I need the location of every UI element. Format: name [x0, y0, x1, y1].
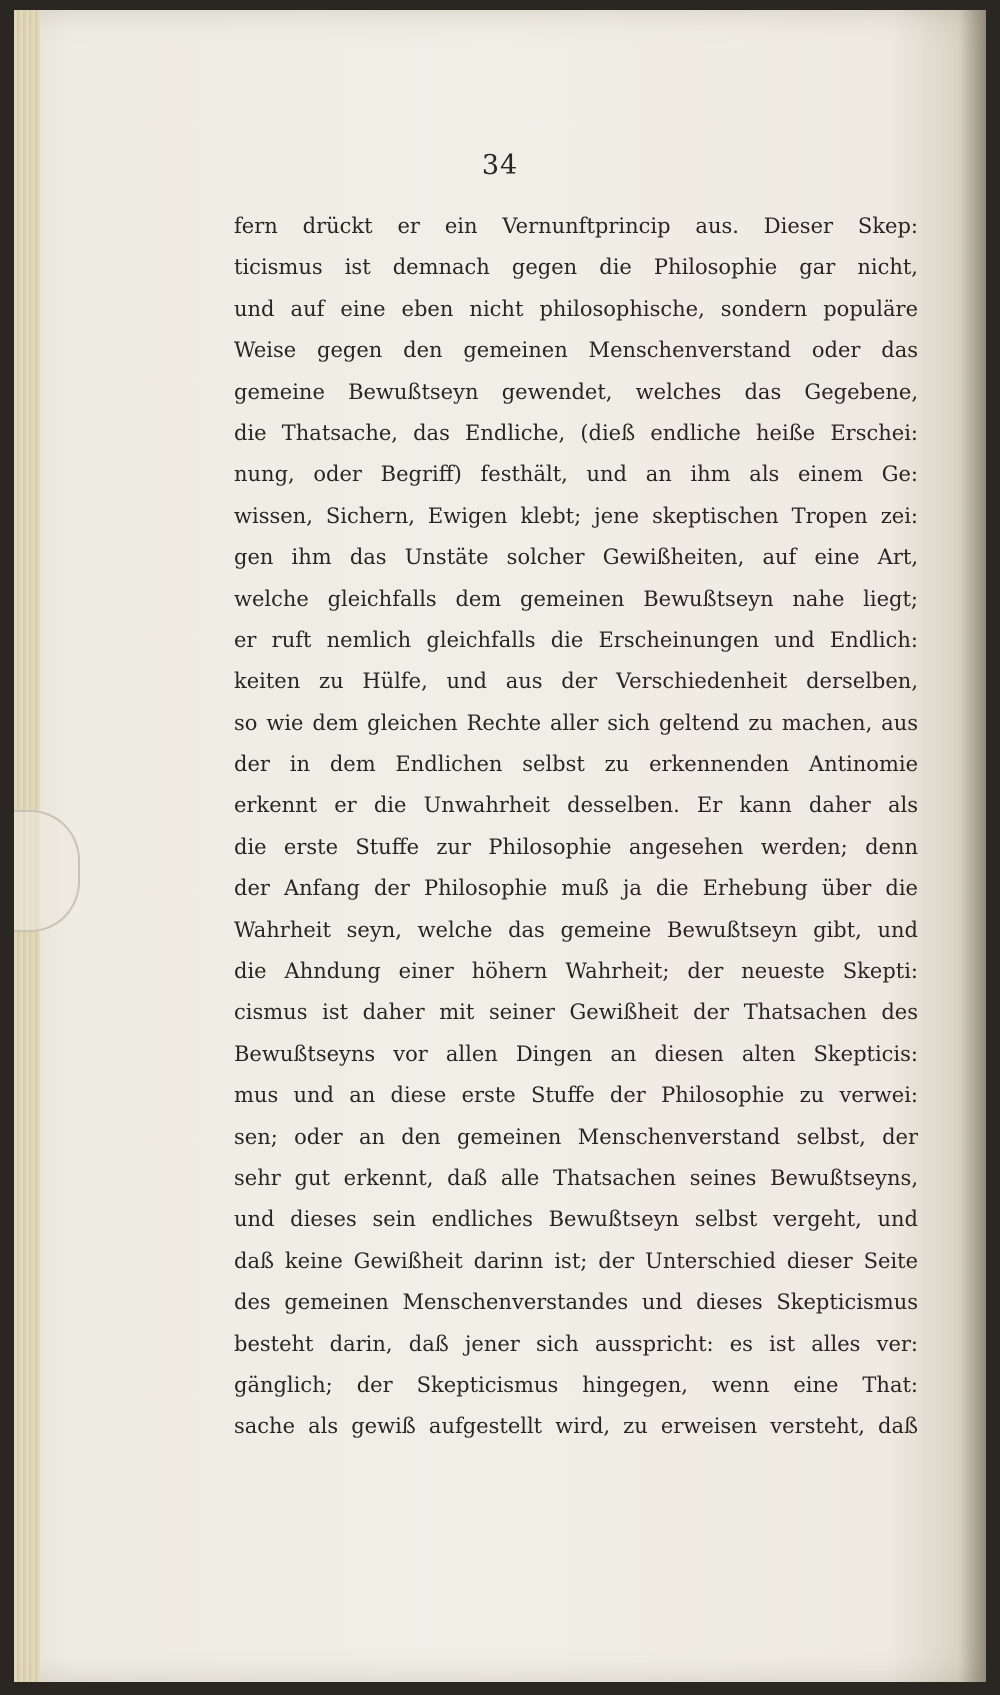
text-line: wissen, Sichern, Ewigen klebt; jene skeptischen Tropen zei:: [234, 503, 918, 528]
text-line: gen ihm das Unstäte solcher Gewißheiten, auf eine Art,: [234, 545, 918, 570]
text-line: Wahrheit seyn, welche das gemeine Bewußtseyn gibt, und: [234, 917, 918, 942]
text-line: ticismus ist demnach gegen die Philosophie gar nicht,: [234, 255, 918, 280]
text-line: des gemeinen Menschenverstandes und dieses Skepticismus: [234, 1290, 918, 1315]
text-line: sen; oder an den gemeinen Menschenverstand selbst, der: [234, 1124, 918, 1149]
text-line: Weise gegen den gemeinen Menschenverstand oder das: [234, 338, 918, 363]
text-line: daß keine Gewißheit darinn ist; der Unterschied dieser Seite: [234, 1248, 918, 1273]
text-line: gemeine Bewußtseyn gewendet, welches das Gegebene,: [234, 379, 918, 404]
text-line: erkennt er die Unwahrheit desselben. Er kann daher als: [234, 793, 918, 818]
text-line: der Anfang der Philosophie muß ja die Erhebung über die: [234, 876, 918, 901]
page-number: 34: [481, 150, 519, 181]
text-line: und dieses sein endliches Bewußtseyn selbst vergeht, und: [234, 1207, 918, 1232]
text-line: sache als gewiß aufgestellt wird, zu erweisen versteht, daß: [234, 1414, 918, 1439]
text-line: keiten zu Hülfe, und aus der Verschiedenheit derselben,: [234, 669, 918, 694]
text-line: sehr gut erkennt, daß alle Thatsachen seines Bewußtseyns,: [234, 1165, 918, 1190]
text-line: die erste Stuffe zur Philosophie angesehen werden; denn: [234, 834, 918, 859]
text-line: die Ahndung einer höhern Wahrheit; der neueste Skepti:: [234, 959, 918, 984]
text-line: fern drückt er ein Vernunftprincip aus. Dieser Skep:: [234, 214, 918, 238]
text-line: besteht darin, daß jener sich ausspricht: es ist alles ver:: [234, 1331, 918, 1356]
page-tab-mark: [14, 810, 80, 932]
text-line: Bewußtseyns vor allen Dingen an diesen alten Skepticis:: [234, 1041, 918, 1066]
body-text: [234, 206, 918, 1448]
text-line: mus und an diese erste Stuffe der Philosophie zu verwei:: [234, 1083, 918, 1108]
text-line: der in dem Endlichen selbst zu erkennenden Antinomie: [234, 752, 918, 777]
text-line: nung, oder Begriff) festhält, und an ihm als einem Ge:: [234, 462, 918, 487]
text-line: er ruft nemlich gleichfalls die Erscheinungen und Endlich:: [234, 627, 918, 652]
text-line: welche gleichfalls dem gemeinen Bewußtseyn nahe liegt;: [234, 586, 918, 611]
text-line: und auf eine eben nicht philosophische, sondern populäre: [234, 296, 918, 321]
text-line: die Thatsache, das Endliche, (dieß endliche heiße Erschei:: [234, 420, 918, 445]
text-line: gänglich; der Skepticismus hingegen, wenn eine That:: [234, 1372, 918, 1397]
page-edge-shadow: [960, 10, 986, 1682]
text-line: so wie dem gleichen Rechte aller sich geltend zu machen, aus: [234, 710, 918, 735]
text-line: cismus ist daher mit seiner Gewißheit der Thatsachen des: [234, 1000, 918, 1025]
